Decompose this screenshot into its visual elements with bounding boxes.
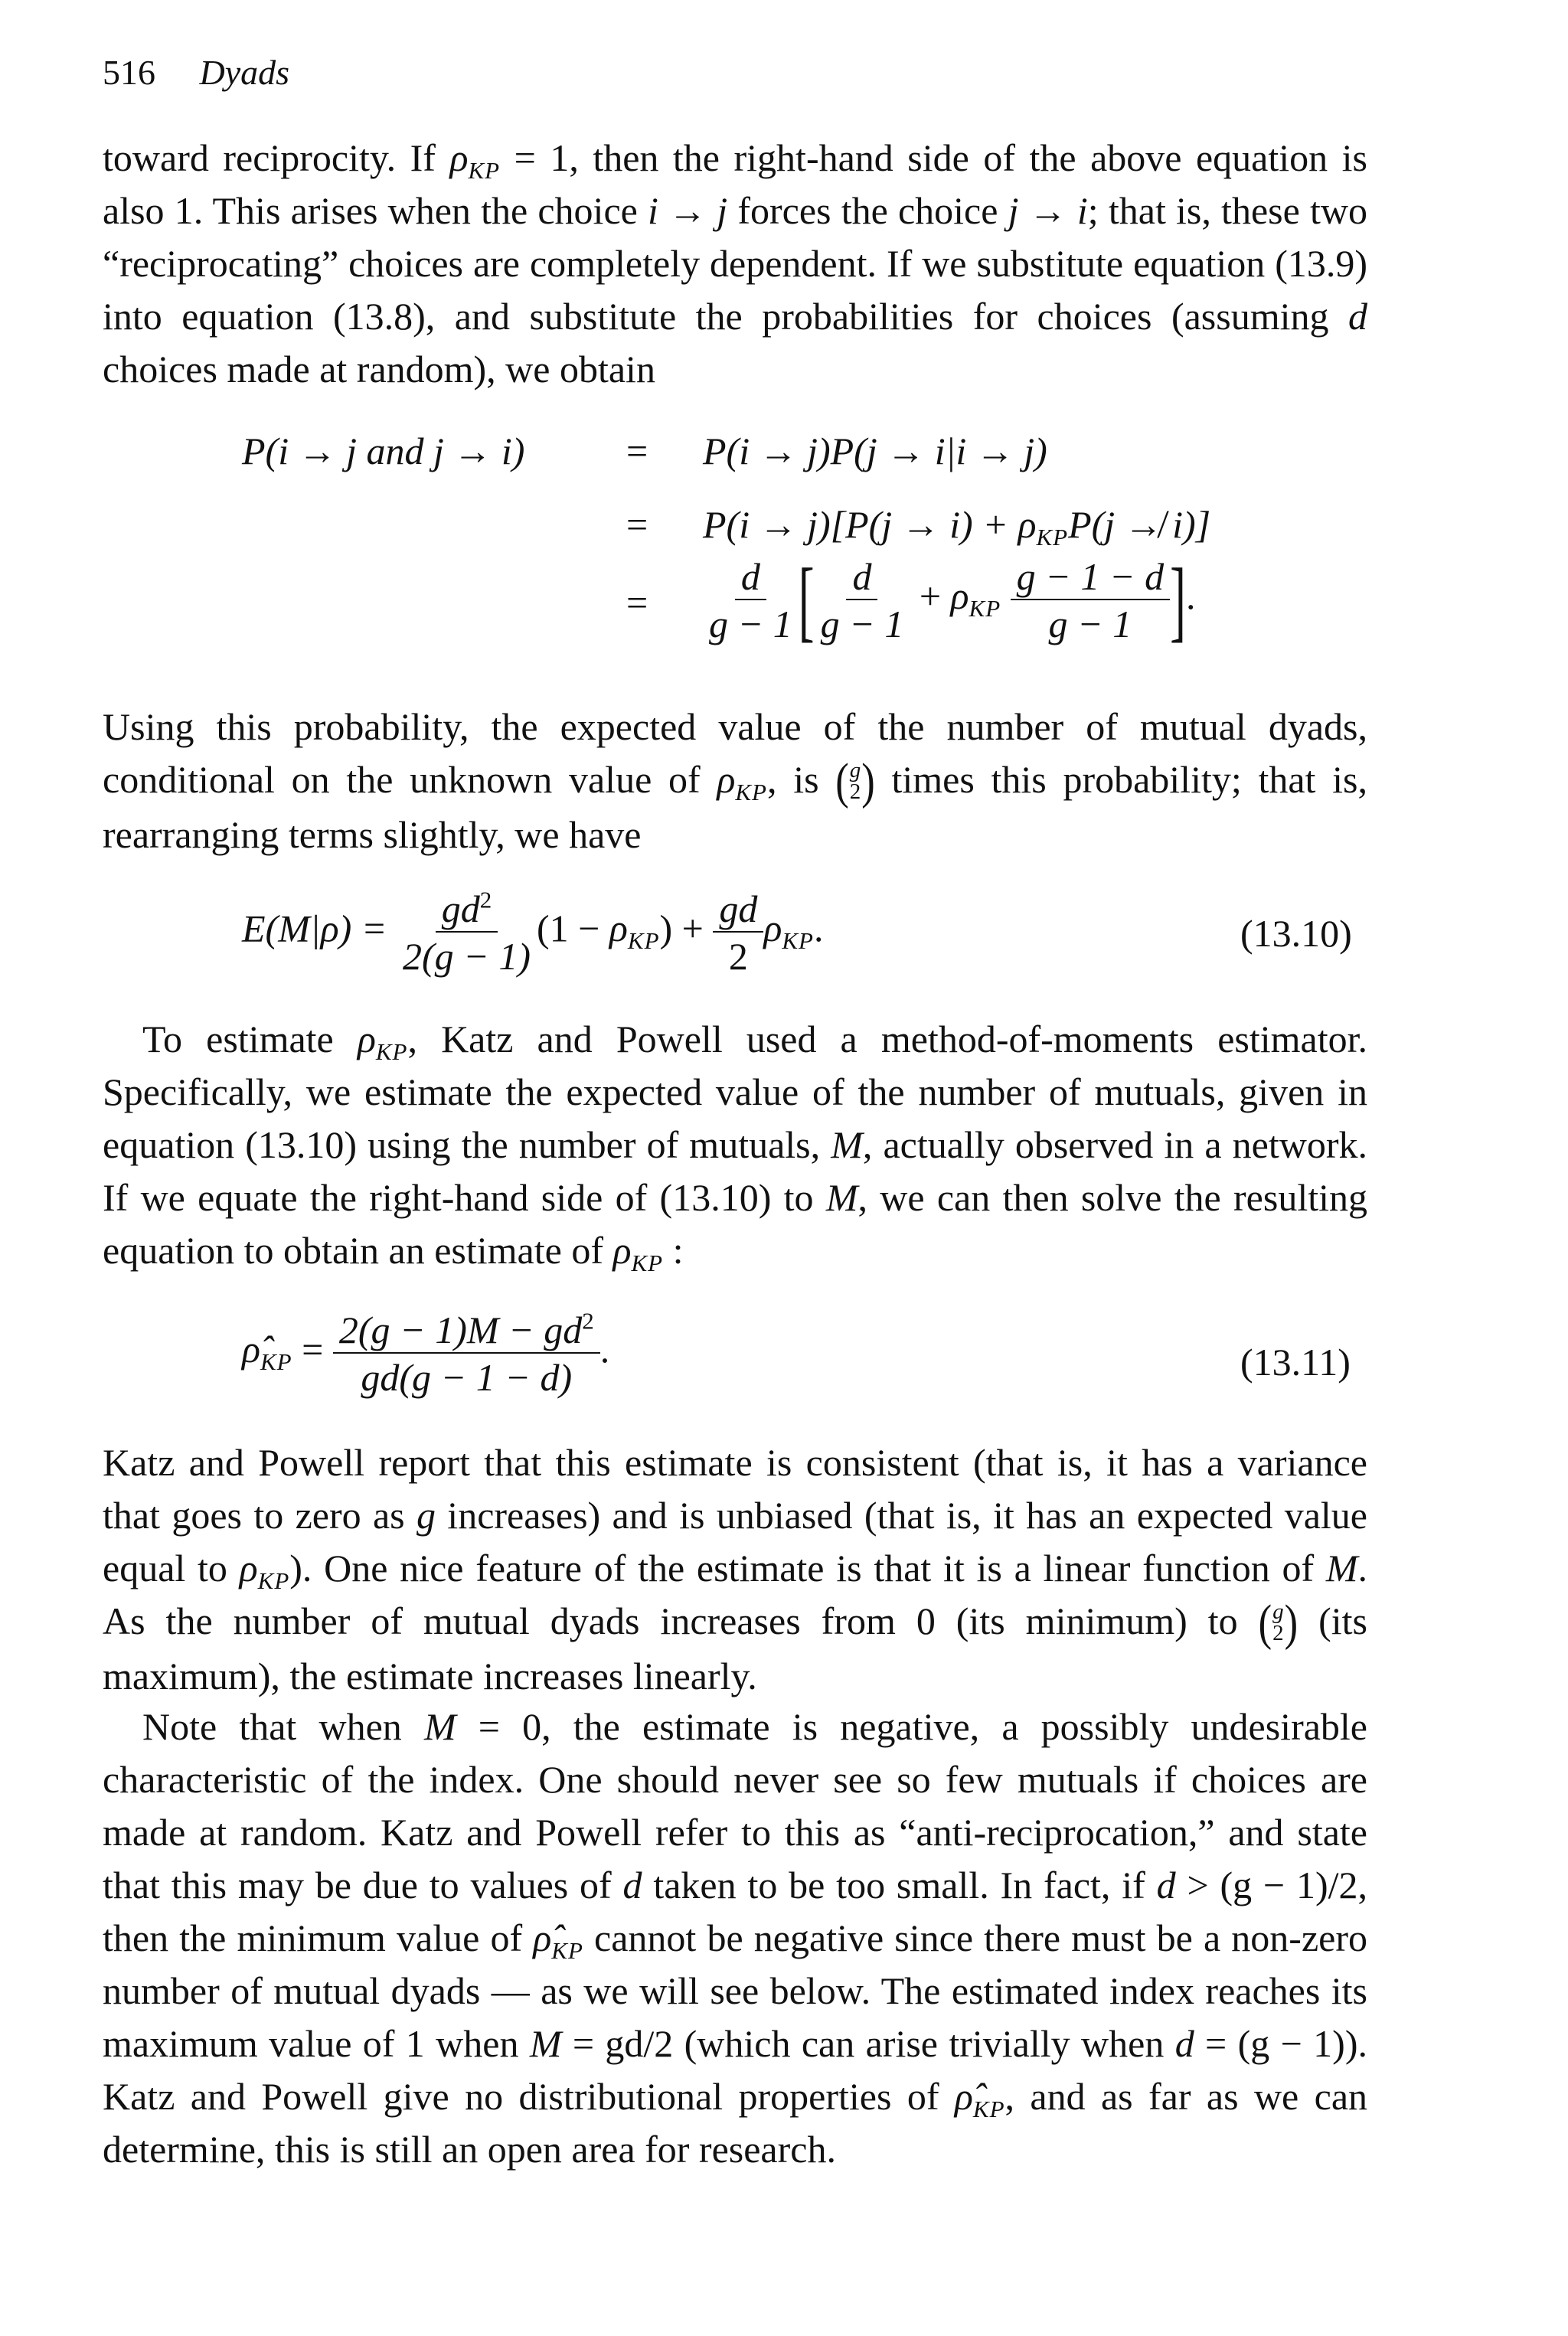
fraction: $\frac{d}{g - 1}$ — [709, 555, 792, 645]
display-equation — [0, 429, 1568, 674]
rho-kp: $\rho_{KP}$ — [449, 136, 501, 184]
fraction: $\frac{gd}{2}$ — [713, 890, 763, 975]
text-run: taken to be too small. In fact, if — [642, 1864, 1157, 1906]
binomial-g-2: ( g 2 ) — [1258, 1595, 1298, 1651]
text-run: , actually observed in a network. If we equate the right-hand side of (13.10) to — [103, 1123, 1367, 1219]
text-run: P(i → j)[P(j → i) + — [703, 503, 1018, 546]
equation-number: (13.11) — [1240, 1341, 1351, 1384]
math-M: M — [831, 1123, 863, 1166]
text-run: > (g − 1)/2, then the minimum value of — [103, 1864, 1367, 1959]
text-run: Using this probability, the expected value of the number of mutual dyads, conditional on the unknown value of — [103, 705, 1367, 801]
text-run: ; that is, these two “reciprocating” choices are completely dependent. If we substitute equation (13.9) into equation (13.8), and substitute the probabilities for choices (assuming — [103, 189, 1367, 338]
equation-13-11: $\rhô_{KP}$ = $\frac{2(g - 1)M - gd^2}{gd(g - 1 - d)}$ . (13.11) — [242, 1307, 1351, 1399]
equals-sign: = — [626, 581, 648, 624]
text-run: , Katz and Powell used a method-of-moments estimator. Specifically, we estimate the expected value of the number of mutuals, given in equation (13.10) using the number of mutuals, — [103, 1018, 1367, 1166]
text-run: . As the number of mutual dyads increases from 0 (its minimum) to — [103, 1547, 1368, 1642]
text-run: choices made at random), we obtain — [103, 348, 655, 390]
equation-row-3: $\frac{d}{g - 1}$ [ $\frac{d}{g - 1}$ + $\rho_{KP}$ $\frac{g - 1 - d}{g - 1}$ ]. — [703, 557, 1195, 643]
page-number: 516 — [103, 53, 155, 92]
bracket: ] — [1170, 548, 1186, 651]
math-d: d — [1174, 2022, 1194, 2065]
rho-kp-hat: $\rhô_{KP}$ — [533, 1916, 583, 1964]
text-run: ). One nice feature of the estimate is that it is a linear function of — [289, 1547, 1326, 1589]
math-M: M — [423, 1705, 456, 1748]
equals-sign: = — [626, 503, 648, 546]
rho-kp: $\rho_{KP}$ — [1018, 503, 1069, 551]
math-i-to-j: i → j — [648, 189, 728, 232]
rho-kp: $\rho_{KP}$ — [357, 1018, 408, 1065]
running-title: Dyads — [199, 53, 290, 92]
text-run: times this probability; that is, rearranging terms slightly, we have — [103, 758, 1367, 856]
bracket: [ — [798, 548, 815, 651]
text-run: increases) and is unbiased (that is, it has an expected value equal to — [103, 1494, 1367, 1589]
equation-number: (13.10) — [1240, 912, 1352, 955]
text-run: To estimate — [142, 1018, 358, 1060]
text-run: (1 − — [537, 907, 609, 950]
text-run: : — [663, 1229, 684, 1272]
rho-kp-hat: $\rhô_{KP}$ — [242, 1328, 292, 1376]
paragraph-1 — [103, 132, 1367, 396]
text-run: , and as far as we can determine, this is still an open area for research. — [103, 2075, 1368, 2171]
rho-kp: $\rho_{KP}$ — [763, 907, 814, 955]
fraction: $\frac{d}{g - 1}$ — [820, 555, 904, 645]
text-run: ) + — [659, 907, 704, 950]
text-run: Note that when — [142, 1705, 424, 1748]
paragraph-2 — [103, 701, 1367, 861]
paragraph-3 — [103, 1013, 1367, 1277]
text-run: = gd/2 (which can arise trivially when — [561, 2022, 1175, 2065]
plus-sign: + — [919, 574, 942, 618]
paragraph-4 — [103, 1436, 1367, 1703]
equation-13-10: E(M|ρ) = $\frac{gd^2}{2(g - 1)}$ $(1 - \rho_{KP})$ + $\frac{gd}{2}$ $\rho_{KP}$. (13.10) — [242, 886, 1352, 978]
equals-sign: = — [626, 430, 648, 472]
fraction: $\frac{g - 1 - d}{g - 1}$ — [1011, 557, 1170, 643]
fraction: $\frac{2(g - 1)M - gd^2}{gd(g - 1 - d)}$ — [333, 1311, 600, 1397]
text-run: P(j ↛ i)] — [1068, 503, 1211, 546]
rho-kp-hat: $\rhô_{KP}$ — [954, 2075, 1005, 2122]
text-run: = 1, then the right-hand side of the above equation is also 1. This arises when the choice — [103, 136, 1368, 232]
equation-lhs: P(i → j and j → i) — [242, 430, 525, 472]
math-d: d — [1348, 295, 1367, 338]
binomial-g-2: ( g 2 ) — [835, 753, 875, 809]
math-d: d — [622, 1864, 642, 1906]
text-run: (its maximum), the estimate increases linearly. — [103, 1599, 1367, 1697]
math-M: M — [1325, 1547, 1358, 1589]
math-g: g — [416, 1494, 436, 1537]
text-run: E(M|ρ) = — [242, 907, 387, 950]
text-run: forces the choice — [727, 189, 1008, 232]
equation-row-2 — [703, 502, 1211, 551]
math-M: M — [825, 1176, 858, 1219]
rho-kp: $\rho_{KP}$ — [717, 758, 767, 805]
rho-kp: $\rho_{KP}$ — [950, 574, 1001, 622]
text-run: = 0, the estimate is negative, a possibly undesirable characteristic of the index. One should never see so few mutuals if choices are made at random. Katz and Powell refer to this as “anti-reciprocation,” and state that this may be due to values of — [103, 1705, 1367, 1906]
rho-kp: $\rho_{KP}$ — [612, 1229, 664, 1276]
text-run: , is — [766, 758, 836, 801]
text-run: , we can then solve the resulting equation to obtain an estimate of — [103, 1176, 1367, 1272]
text-run: cannot be negative since there must be a non-zero number of mutual dyads — as we will see below. The estimated index reaches its maximum value of 1 when — [103, 1916, 1367, 2065]
text-run: toward reciprocity. If — [103, 136, 450, 179]
rho-kp: $\rho_{KP}$ — [239, 1547, 290, 1594]
math-M: M — [529, 2022, 562, 2065]
text-run: = (g − 1)). Katz and Powell give no distributional properties of — [103, 2022, 1367, 2118]
paragraph-5 — [103, 1701, 1367, 2176]
rho-kp: $\rho_{KP}$ — [609, 907, 660, 955]
math-j-to-i: j → i — [1008, 189, 1088, 232]
text-run: Katz and Powell report that this estimate is consistent (that is, it has a variance that goes to zero as — [103, 1441, 1367, 1537]
running-header — [103, 52, 289, 93]
fraction: $\frac{gd^2}{2(g - 1)}$ — [402, 886, 531, 978]
math-d: d — [1156, 1864, 1176, 1906]
equation-row-1: P(i → j)P(j → i|i → j) — [703, 430, 1047, 472]
